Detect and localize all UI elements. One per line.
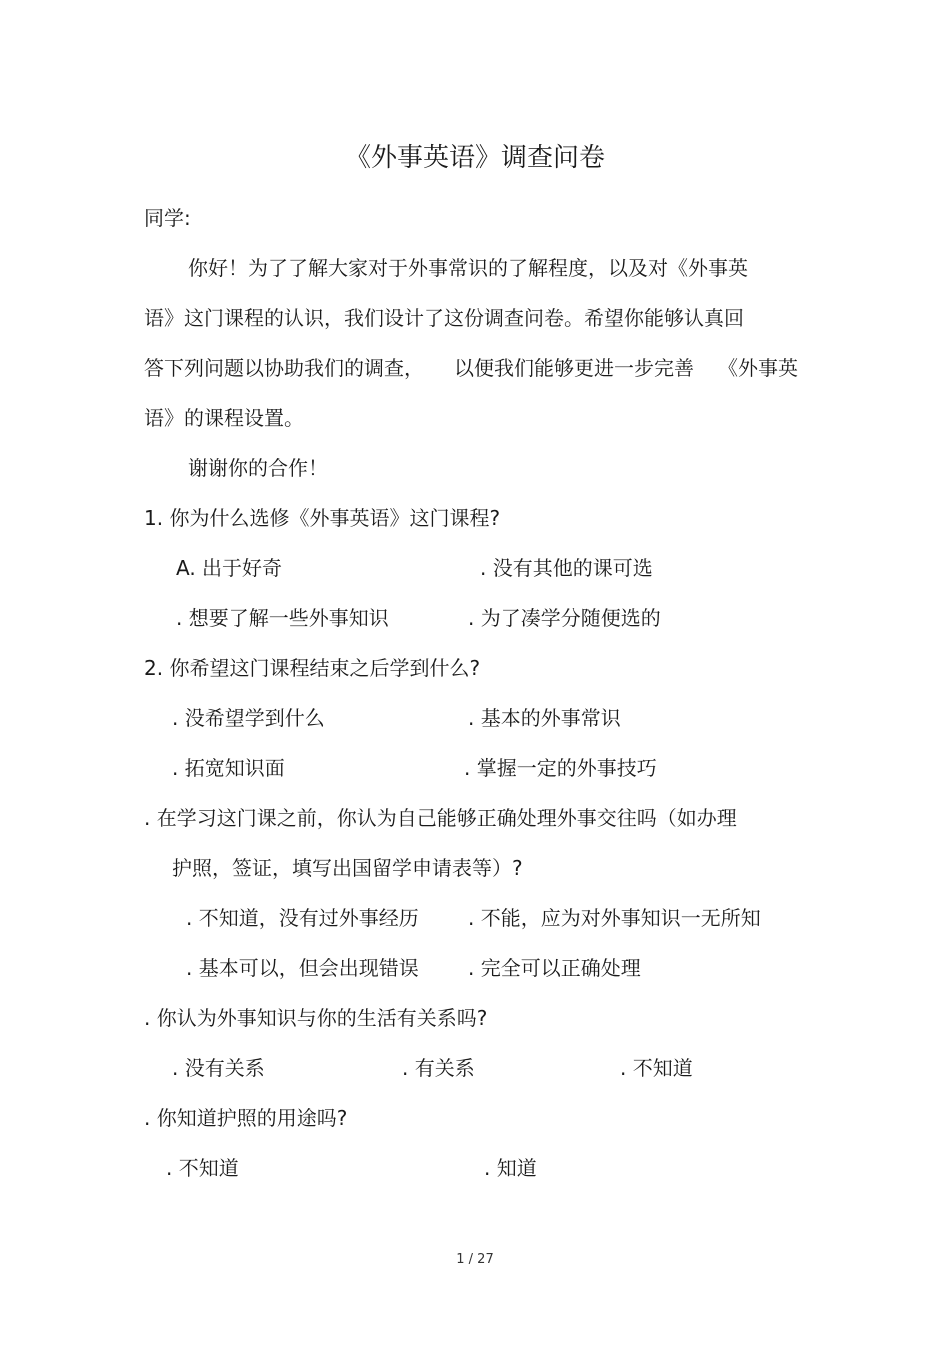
q4-option-c: . 不知道 xyxy=(620,1056,693,1080)
intro-line-1: 你好！为了了解大家对于外事常识的了解程度，以及对《外事英 xyxy=(188,256,748,280)
q3-option-a: . 不知道，没有过外事经历 xyxy=(186,906,419,930)
question-1: 1. 你为什么选修《外事英语》这门课程? xyxy=(144,506,501,530)
question-2: 2. 你希望这门课程结束之后学到什么? xyxy=(144,656,481,680)
q5-option-b: . 知道 xyxy=(484,1156,537,1180)
intro-line-3c: 《外事英 xyxy=(718,356,798,380)
q2-option-d: . 掌握一定的外事技巧 xyxy=(464,756,657,780)
intro-line-4: 语》的课程设置。 xyxy=(144,406,304,430)
intro-line-3b: 以便我们能够更进一步完善 xyxy=(454,356,694,380)
q4-option-a: . 没有关系 xyxy=(172,1056,265,1080)
q3-option-c: . 基本可以，但会出现错误 xyxy=(186,956,419,980)
question-4: . 你认为外事知识与你的生活有关系吗? xyxy=(144,1006,488,1030)
q4-option-b: . 有关系 xyxy=(402,1056,475,1080)
q3-option-d: . 完全可以正确处理 xyxy=(468,956,641,980)
thanks-line: 谢谢你的合作！ xyxy=(188,456,328,480)
q1-option-b: . 没有其他的课可选 xyxy=(480,556,653,580)
q3-option-b: . 不能，应为对外事知识一无所知 xyxy=(468,906,761,930)
q1-option-d: . 为了凑学分随便选的 xyxy=(468,606,661,630)
question-3: . 在学习这门课之前，你认为自己能够正确处理外事交往吗（如办理 xyxy=(144,806,737,830)
question-3-continued: 护照，签证，填写出国留学申请表等）? xyxy=(172,856,523,880)
q2-option-c: . 拓宽知识面 xyxy=(172,756,285,780)
q1-option-c: . 想要了解一些外事知识 xyxy=(176,606,389,630)
intro-line-2: 语》这门课程的认识，我们设计了这份调查问卷。希望你能够认真回 xyxy=(144,306,744,330)
page-title: 《外事英语》调查问卷 xyxy=(344,143,605,173)
intro-line-3a: 答下列问题以协助我们的调查， xyxy=(144,356,424,380)
q5-option-a: . 不知道 xyxy=(166,1156,239,1180)
q2-option-b: . 基本的外事常识 xyxy=(468,706,621,730)
page-number: 1 / 27 xyxy=(456,1252,494,1267)
q2-option-a: . 没希望学到什么 xyxy=(172,706,325,730)
q1-option-a: A. 出于好奇 xyxy=(176,556,283,580)
salutation: 同学: xyxy=(144,206,191,230)
question-5: . 你知道护照的用途吗? xyxy=(144,1106,348,1130)
